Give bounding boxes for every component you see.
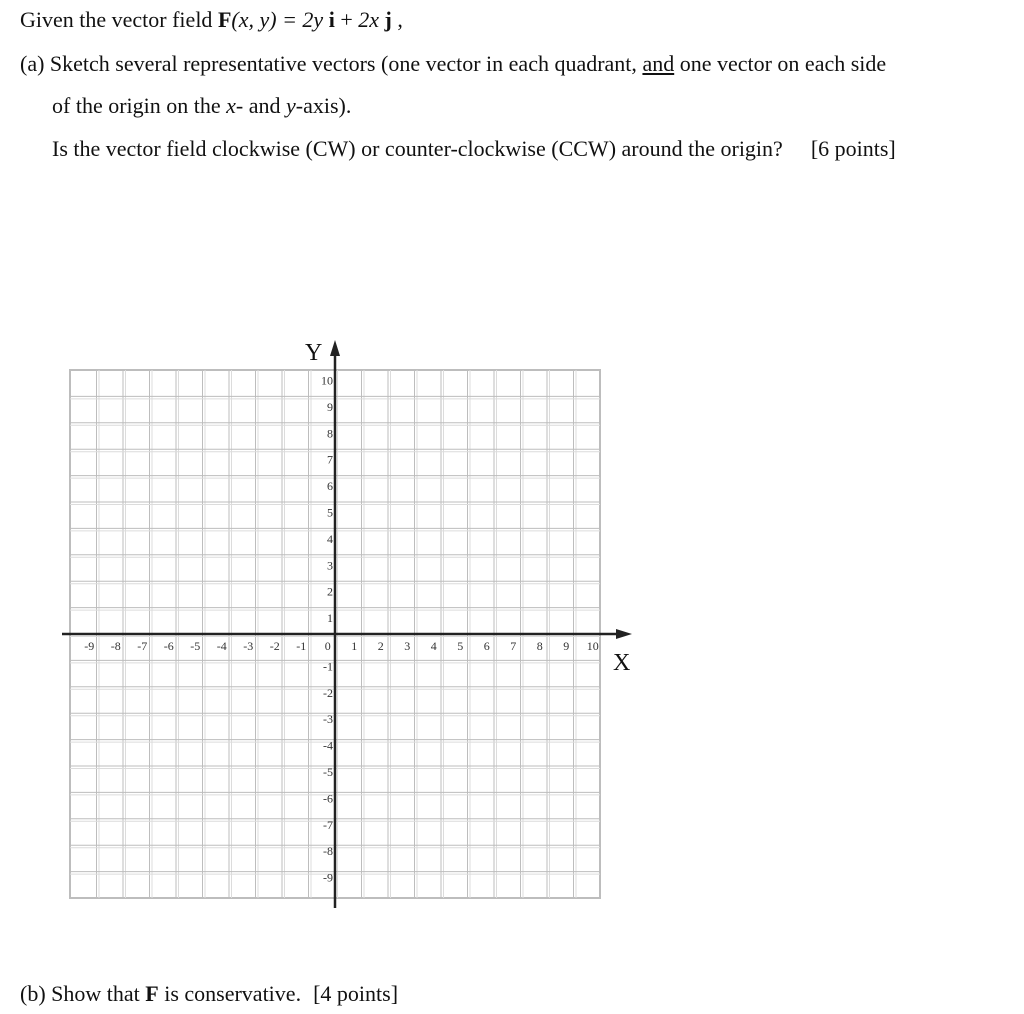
- y-tick-label: 1: [327, 611, 333, 626]
- part-b-points: [4 points]: [313, 981, 399, 1006]
- x-tick-label: -2: [269, 639, 280, 653]
- y-tick-label: 3: [327, 558, 333, 573]
- x-tick-label: 7: [510, 639, 517, 653]
- x-tick-label: 6: [483, 639, 490, 653]
- x-tick-label: 9: [563, 639, 570, 653]
- y-tick-label: 2: [327, 584, 333, 599]
- y-tick-label: 10: [321, 373, 333, 388]
- y-tick-label: -2: [323, 685, 333, 700]
- x-tick-label: -4: [216, 639, 227, 653]
- y-axis-arrow: [330, 340, 340, 356]
- part-a-line-2: of the origin on the x- and y-axis).: [52, 93, 352, 118]
- x-tick-label: -6: [163, 639, 174, 653]
- x-tick-label: 5: [457, 639, 464, 653]
- x-tick-label: -3: [243, 639, 254, 653]
- x-tick-label: 1: [351, 639, 358, 653]
- y-tick-label: 7: [327, 452, 333, 467]
- x-tick-label: 8: [536, 639, 543, 653]
- y-tick-label: -8: [323, 844, 333, 859]
- x-axis-label: X: [613, 650, 631, 676]
- question-intro: Given the vector field F(x, y) = 2y i + 2x j ,: [20, 7, 403, 32]
- y-tick-label: 6: [327, 479, 333, 494]
- y-tick-label: -5: [323, 764, 333, 779]
- part-a-points: [6 points]: [810, 136, 896, 161]
- x-tick-label: -9: [84, 639, 95, 653]
- y-tick-label: -1: [323, 659, 333, 674]
- x-tick-label: -5: [190, 639, 201, 653]
- x-tick-label: 2: [377, 639, 384, 653]
- x-tick-label: 10: [586, 639, 599, 653]
- y-tick-label: -6: [323, 791, 333, 806]
- y-tick-label: 4: [327, 531, 333, 546]
- y-tick-label: 9: [327, 399, 333, 414]
- x-axis-arrow: [616, 629, 632, 639]
- x-tick-label: 0: [324, 639, 331, 653]
- y-tick-label: 5: [327, 505, 333, 520]
- x-tick-label: -7: [137, 639, 148, 653]
- x-tick-label: 4: [430, 639, 437, 653]
- y-tick-label: 8: [327, 426, 333, 441]
- x-tick-label: -1: [296, 639, 307, 653]
- y-tick-label: -7: [323, 817, 333, 832]
- y-tick-label: -9: [323, 870, 333, 885]
- y-tick-label: -4: [323, 738, 333, 753]
- part-a-line-1: (a) Sketch several representative vectors (one vector in each quadrant, and one vector on each side: [20, 51, 887, 76]
- x-tick-label: -8: [110, 639, 121, 653]
- x-tick-label: 3: [404, 639, 411, 653]
- y-tick-label: -3: [323, 712, 333, 727]
- y-axis-label: Y: [305, 340, 323, 366]
- part-a-question: Is the vector field clockwise (CW) or counter-clockwise (CCW) around the origin? [6 points]: [52, 136, 896, 161]
- part-b: (b) Show that F is conservative. [4 points]: [20, 981, 399, 1006]
